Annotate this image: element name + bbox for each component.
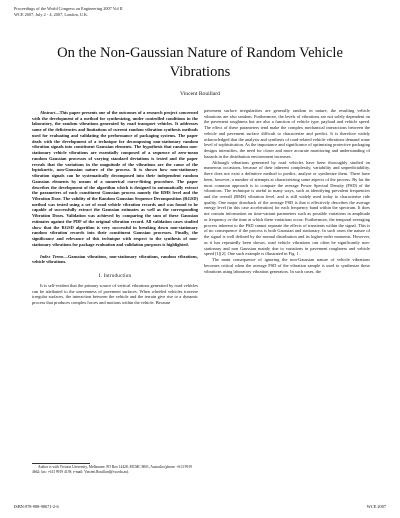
title-line-1: On the Non-Gaussian Nature of Random Vehicle — [57, 45, 343, 61]
paper-title — [20, 44, 380, 82]
isbn-footer: ISBN:978-988-98671-2-6 — [14, 504, 59, 509]
body-paragraph-3: The main consequence of ignoring the non-Gaussian nature of vehicle vibrations becomes critical when the average PSD of the vibration sample is used to synthesize these vibrations using laboratory vibration generators. In such cases, the — [204, 257, 370, 274]
header-line-1: Proceedings of the World Congress on Engineering 2007 Vol II — [14, 6, 123, 11]
header-line-2: WCE 2007, July 2 - 4, 2007, London, U.K. — [14, 12, 89, 17]
author-footnote: Author is with Victoria University, Melbourne, PO Box 14428, MCMC 8001, Australia (phone: +613 9919 4662; fax: +613 9919 4139; e-mail: Vincent.Rouillard@vu.edu.au). — [32, 465, 192, 474]
left-column — [32, 110, 198, 306]
right-column — [204, 108, 370, 274]
abstract-lead: Abstract — [40, 110, 56, 115]
abstract — [32, 110, 198, 248]
intro-paragraph-1: It is self-evident that the primary source of vertical vibrations generated by road vehicles can be attributed to the unevenness of pavement surfaces. When wheeled vehicles traverse irregular surfaces, the interaction between the vehicle and the terrain give rise to a dynamic process that produces complex forces and motions within the vehicle. Because — [32, 282, 198, 306]
body-paragraph-2: Although vibrations generated by road vehicles have been thoroughly studied on numerous occasions, because of their inherent complexity, variability and unpredictability, there does not exist a definitive method to predict, analyse or synthesize them. There have been, however, a number of attempts at characterizing some aspects of the process. By far the most common approach is to compute the average Power Spectral Density (PSD) of the vibrations. The technique is useful in many ways, such as identifying prevalent frequencies and the overall (RMS) vibration level, and is still widely used today to characterise ride quality. One major drawback of the average PSD is that it effectively describes the average energy level (in this case acceleration) for each frequency band within the spectrum. It does not contain information on time-variant parameters such as possible variations in amplitude or frequency or the time at which these variations occur. Furthermore, the temporal averaging process inherent to the PSD cannot separate the effects of transients within the signal. This is of no consequence if the process is both Gaussian and stationary. In such cases the nature of the signal is well defined by the normal distribution and its higher-order moments. However, as it has repeatedly been shown, road vehicle vibrations can often be significantly non-stationary and non Gaussian mainly due to variations in pavement roughness and vehicle speed [1][2]. One such example is illustrated in Fig. 1. — [204, 159, 370, 257]
author-name: Vincent Rouillard — [180, 91, 220, 97]
title-line-2: Vibrations — [169, 64, 231, 80]
abstract-text: —This paper presents one of the outcomes of a research project concerned with the development of a method for synthesizing, under controlled conditions in the laboratory, the random vibrations generated by road transport vehicles. It addresses some of the deficiencies and limitations of current random vibration synthesis methods used for evaluating and validating the performance of packaging systems. The paper deals with the development of a technique for decomposing non-stationary random vibration signals into constituent Gaussian elements. The hypothesis that random non-stationary vehicle vibrations are essentially composed of a sequence of zero-mean random Gaussian processes of varying standard deviations is tested and the paper reveals that the variations in the magnitude of the vibrations are the cause of the leptokurtic, non-Gaussian nature of the process. It is shown how non-stationary vibration signals can be systematically decomposed into their independent random Gaussian elements by means of a numerical curve-fitting procedure. The paper describes the development of the algorithm which is designed to automatically extract the parameters of each constituent Gaussian process namely the RMS level and the Vibration Dose. The validity of the Random Gaussian Sequence Decomposition (RGSD) method was tested using a set of road vehicle vibration records and was found to be capable of successfully extract the Gaussian estimates as well as the corresponding Vibration Doses. Validation was achieved by comparing the sum of these Gaussian estimates against the PDF of the original vibration record. All validation cases studied show that the RGSD algorithm is very successful in breaking down non-stationary random vibration records into their constituent Gaussian processes. Finally, the significance and relevance of this technique with respect to the synthesis of non-stationary vibrations for package evaluation and validation purposes is highlighted. — [32, 110, 198, 247]
index-terms-lead: Index Terms — [40, 253, 64, 259]
running-header — [14, 6, 123, 18]
section-heading-introduction: I. Introduction — [98, 273, 132, 280]
index-terms — [32, 254, 198, 265]
index-terms-text: —Gaussian vibrations, non-stationary vibrations, random vibrations, vehicle vibrations. — [32, 253, 198, 265]
conference-footer: WCE 2007 — [366, 504, 386, 509]
footnote-rule — [32, 463, 90, 464]
body-paragraph-1: pavement surface irregularities are generally random in nature, the resulting vehicle vibrations are also random. Furthermore, the levels of vibrations are not solely dependent on the pavement roughness but are also a function of vehicle type, payload and vehicle speed. The effect of these parameters tend make the complex mechanical interactions between the vehicle and pavement surface difficult to characterize and predict. It is therefore widely acknowledged that the analysis and synthesis of road-related vehicle vibrations demand some level of sophistication. As the importance and significance of optimizing protective packaging designs intensifies, the need for closer and more accurate monitoring and understanding of hazards in the distribution environment increases. — [204, 108, 370, 159]
